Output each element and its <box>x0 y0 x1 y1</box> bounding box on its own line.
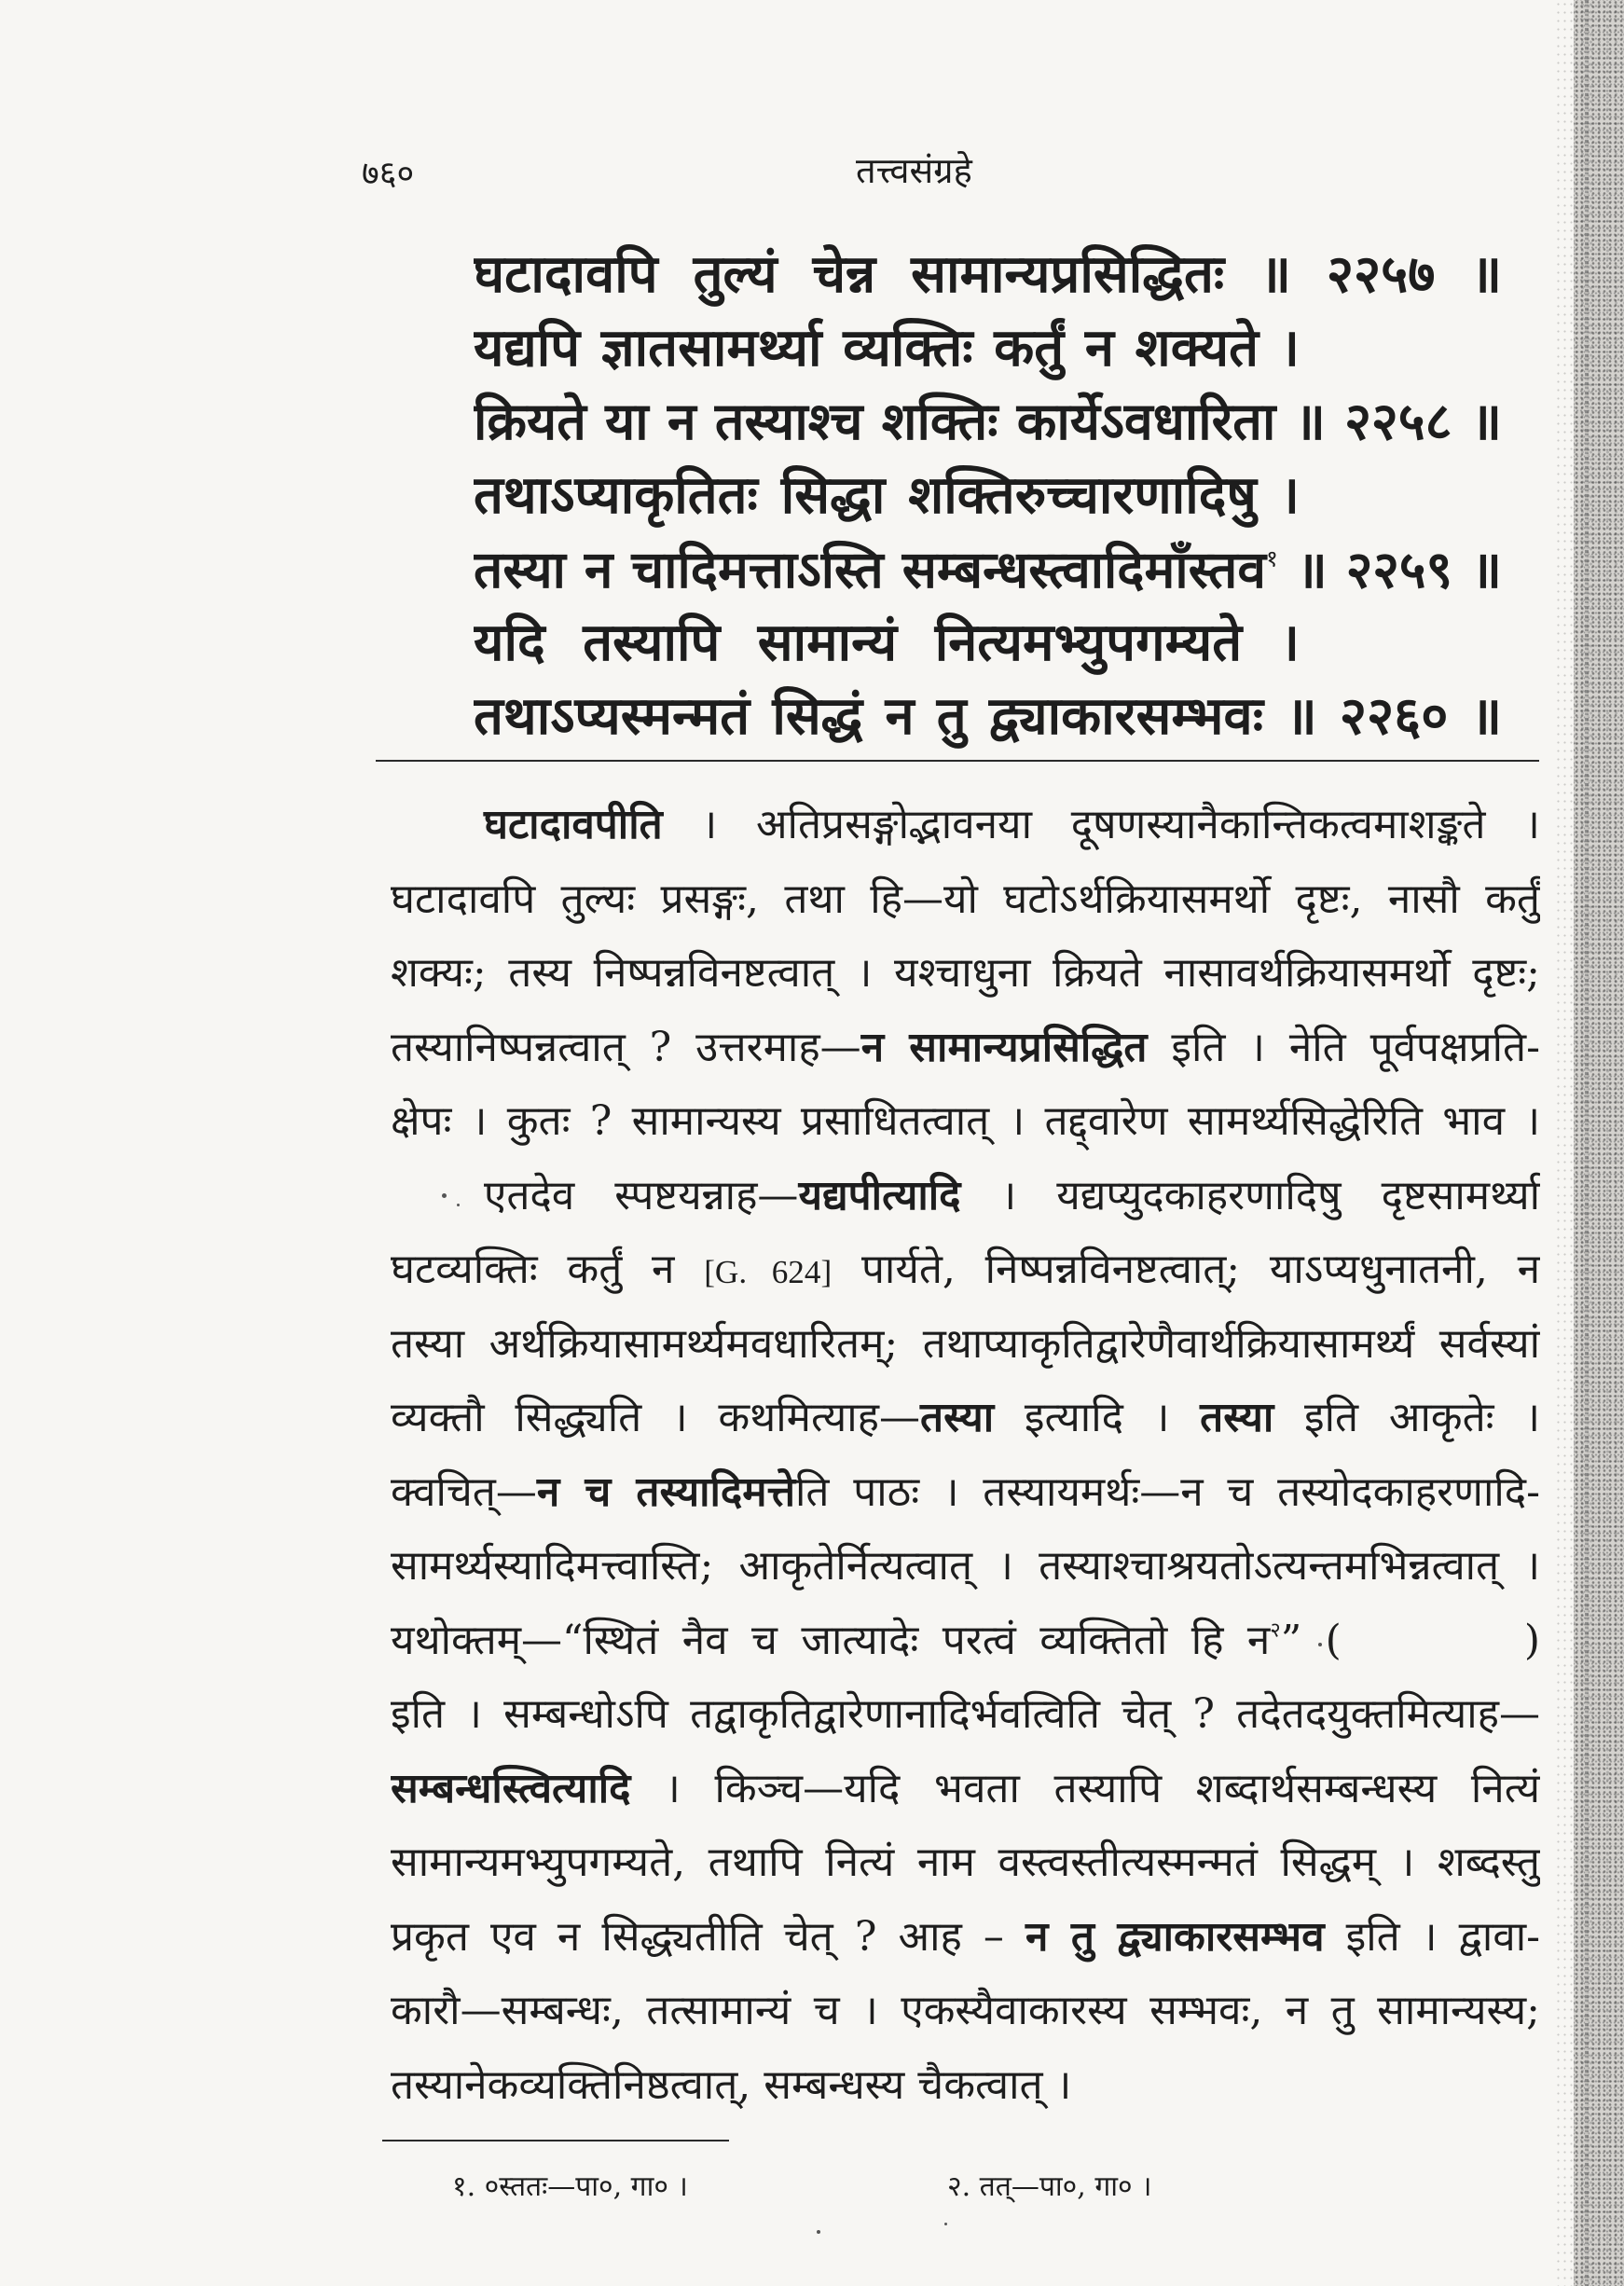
footnote: २. तत्—पा०, गा० । <box>947 2170 1152 2203</box>
verse-text: तथाऽप्याकृतितः सिद्धा शक्तिरुच्चारणादिषु <box>474 464 1257 526</box>
footnote-marker: १ <box>1265 544 1278 572</box>
running-title: तत्त्वसंग्रहे <box>856 150 972 191</box>
scan-speck <box>1318 1643 1322 1646</box>
verse-end-marker: ॥ २२५७ ॥ <box>1259 243 1502 305</box>
edition-page-reference: [G. 624] <box>704 1254 833 1290</box>
commentary-line <box>391 2048 1540 2123</box>
commentary-block <box>391 788 1540 2122</box>
page-number: ७६० <box>362 155 415 193</box>
lemma: न च तस्यादिमत्ते <box>536 1467 796 1516</box>
commentary-text: क्षेपः । कुतः ? सामान्यस्य प्रसाधितत्वात् । तद्द्वारेण सामर्थ्यसिद्धेरिति भाव । <box>391 1097 1540 1145</box>
verse-line <box>474 606 1300 680</box>
commentary-line <box>391 788 1540 862</box>
commentary-text: पार्यते, निष्पन्नविनष्टत्वात्; याऽप्यधुनातनी, न <box>832 1246 1540 1293</box>
verse-line <box>474 459 1300 532</box>
commentary-text: प्रकृत एव न सिद्ध्यतीति चेत् ? आह – <box>391 1912 1025 1961</box>
commentary-text: सामान्यमभ्युपगम्यते, तथापि नित्यं नाम वस्त्वस्तीत्यस्मन्मतं सिद्धम् । शब्दस्तु <box>391 1838 1540 1886</box>
commentary-line <box>391 1677 1540 1752</box>
lemma: घटादावपीति <box>484 801 663 848</box>
commentary-line <box>391 1233 1540 1307</box>
source-paren-close: ) <box>1523 1616 1540 1664</box>
commentary-line <box>391 1011 1540 1085</box>
scan-speck <box>442 1193 447 1198</box>
verse-end-marker: ॥ २२६० ॥ <box>1286 685 1502 747</box>
commentary-text: घटादावपि तुल्यः प्रसङ्गः, तथा हि—यो घटोऽर्थक्रियासमर्थो दृष्टः, नासौ कर्तुं <box>391 874 1540 923</box>
commentary-line <box>391 1825 1540 1900</box>
verse-end-marker: । <box>1279 612 1300 673</box>
footnote-marker: २ <box>1270 1618 1281 1642</box>
commentary-text: एतदेव स्पष्टयन्नाह— <box>484 1171 799 1219</box>
commentary-text: । अतिप्रसङ्गोद्भावनया दूषणस्यानैकान्तिकत्वमाशङ्कते । <box>662 801 1540 848</box>
commentary-text: इति आकृतेः । <box>1273 1394 1540 1441</box>
commentary-text: इति । नेति पूर्वपक्षप्रति- <box>1147 1023 1540 1071</box>
verse-line <box>474 238 1502 311</box>
commentary-text: ति पाठः । तस्यायमर्थः—न च तस्योदकाहरणादि- <box>795 1467 1540 1516</box>
scan-edge-noise <box>1555 0 1574 2286</box>
quotation-text: यथोक्तम्—“स्थितं नैव च जात्यादेः परत्वं व्यक्तितो हि न <box>391 1616 1271 1664</box>
commentary-text: । किञ्च—यदि भवता तस्यापि शब्दार्थसम्बन्धस्य नित्यं <box>630 1764 1540 1812</box>
commentary-line <box>391 1604 1540 1678</box>
lemma: तस्या <box>920 1394 995 1441</box>
verse-line <box>474 680 1502 753</box>
verse-text: क्रियते या न तस्याश्च शक्तिः कार्येऽवधारिता <box>474 392 1276 452</box>
verse-line <box>474 532 1502 606</box>
verse-text: घटादावपि तुल्यं चेन्न सामान्यप्रसिद्धितः <box>474 243 1225 305</box>
verse-end-marker: ॥ २२५८ ॥ <box>1294 392 1502 452</box>
lemma: यद्यपीत्यादि <box>798 1171 961 1219</box>
footnote-rule <box>382 2140 729 2141</box>
scan-edge-line <box>1585 0 1589 2286</box>
scan-speck <box>944 2223 947 2225</box>
verse-end-marker: ॥ २२५९ ॥ <box>1296 539 1502 599</box>
commentary-line <box>391 1529 1540 1604</box>
verse-end-marker: । <box>1279 317 1300 379</box>
source-paren-open: ( <box>1325 1616 1342 1664</box>
footnote: १. ०स्ततः—पा०, गा० । <box>452 2170 688 2203</box>
scan-speck <box>817 2230 820 2234</box>
verse-line <box>474 385 1502 459</box>
commentary-line <box>391 1084 1540 1159</box>
commentary-text: तस्यानिष्पन्नत्वात् ? उत्तरमाह— <box>391 1023 861 1071</box>
commentary-text: सामर्थ्यस्यादिमत्त्वास्ति; आकृतेर्नित्यत्वात् । तस्याश्चाश्रयतोऽत्यन्तमभिन्नत्वात् । <box>391 1542 1540 1590</box>
commentary-line <box>391 1455 1540 1530</box>
quotation-close: ” <box>1280 1616 1302 1664</box>
commentary-text: इति । द्वावा- <box>1324 1912 1540 1961</box>
commentary-text: घटव्यक्तिः कर्तुं न <box>391 1246 705 1293</box>
commentary-text: तस्यानेकव्यक्तिनिष्ठत्वात्, सम्बन्धस्य चैकत्वात् । <box>391 2060 1072 2109</box>
section-rule <box>376 760 1539 762</box>
commentary-text: तस्या अर्थक्रियासामर्थ्यमवधारितम्; तथाप्याकृतिद्वारेणैवार्थक्रियासामर्थ्यं सर्वस्यां <box>391 1319 1540 1368</box>
scan-edge-noise <box>1574 0 1624 2286</box>
scan-speck <box>457 1204 460 1206</box>
commentary-line <box>391 1974 1540 2048</box>
commentary-line <box>391 1307 1540 1382</box>
lemma: न सामान्यप्रसिद्धित <box>860 1023 1148 1071</box>
commentary-text: इति । सम्बन्धोऽपि तद्वाकृतिद्वारेणानादिर्भवत्विति चेत् ? तदेतदयुक्तमित्याह— <box>391 1690 1540 1738</box>
commentary-line <box>391 1381 1540 1455</box>
verse-block <box>474 238 1502 753</box>
commentary-line <box>391 1900 1540 1975</box>
commentary-text: । यद्यप्युदकाहरणादिषु दृष्टसामर्थ्या <box>960 1171 1540 1219</box>
commentary-line <box>391 1159 1540 1233</box>
verse-text: यद्यपि ज्ञातसामर्थ्या व्यक्तिः कर्तुं न शक्यते <box>474 317 1259 379</box>
commentary-text: व्यक्तौ सिद्ध्यति । कथमित्याह— <box>391 1394 921 1441</box>
verse-text: तथाऽप्यस्मन्मतं सिद्धं न तु द्व्याकारसम्भवः <box>474 685 1264 747</box>
verse-text: यदि तस्यापि सामान्यं नित्यमभ्युपगम्यते <box>474 612 1243 673</box>
commentary-text: कारौ—सम्बन्धः, तत्सामान्यं च । एकस्यैवाकारस्य सम्भवः, न तु सामान्यस्य; <box>391 1987 1540 2034</box>
verse-text: तस्या न चादिमत्ताऽस्ति सम्बन्धस्त्वादिमाँस्तव <box>474 539 1266 599</box>
verse-line <box>474 311 1300 385</box>
commentary-text: इत्यादि । <box>994 1394 1201 1441</box>
commentary-line <box>391 862 1540 937</box>
lemma: तस्या <box>1200 1394 1274 1441</box>
verse-end-marker: । <box>1279 464 1300 526</box>
commentary-text: क्वचित्— <box>391 1467 537 1516</box>
lemma: सम्बन्धस्त्वित्यादि <box>391 1764 631 1812</box>
commentary-line <box>391 1752 1540 1826</box>
commentary-text: शक्यः; तस्य निष्पन्नविनष्टत्वात् । यश्चाधुना क्रियते नासावर्थक्रियासमर्थो दृष्टः; <box>391 949 1540 997</box>
lemma: न तु द्व्याकारसम्भव <box>1025 1912 1325 1961</box>
commentary-line <box>391 936 1540 1011</box>
